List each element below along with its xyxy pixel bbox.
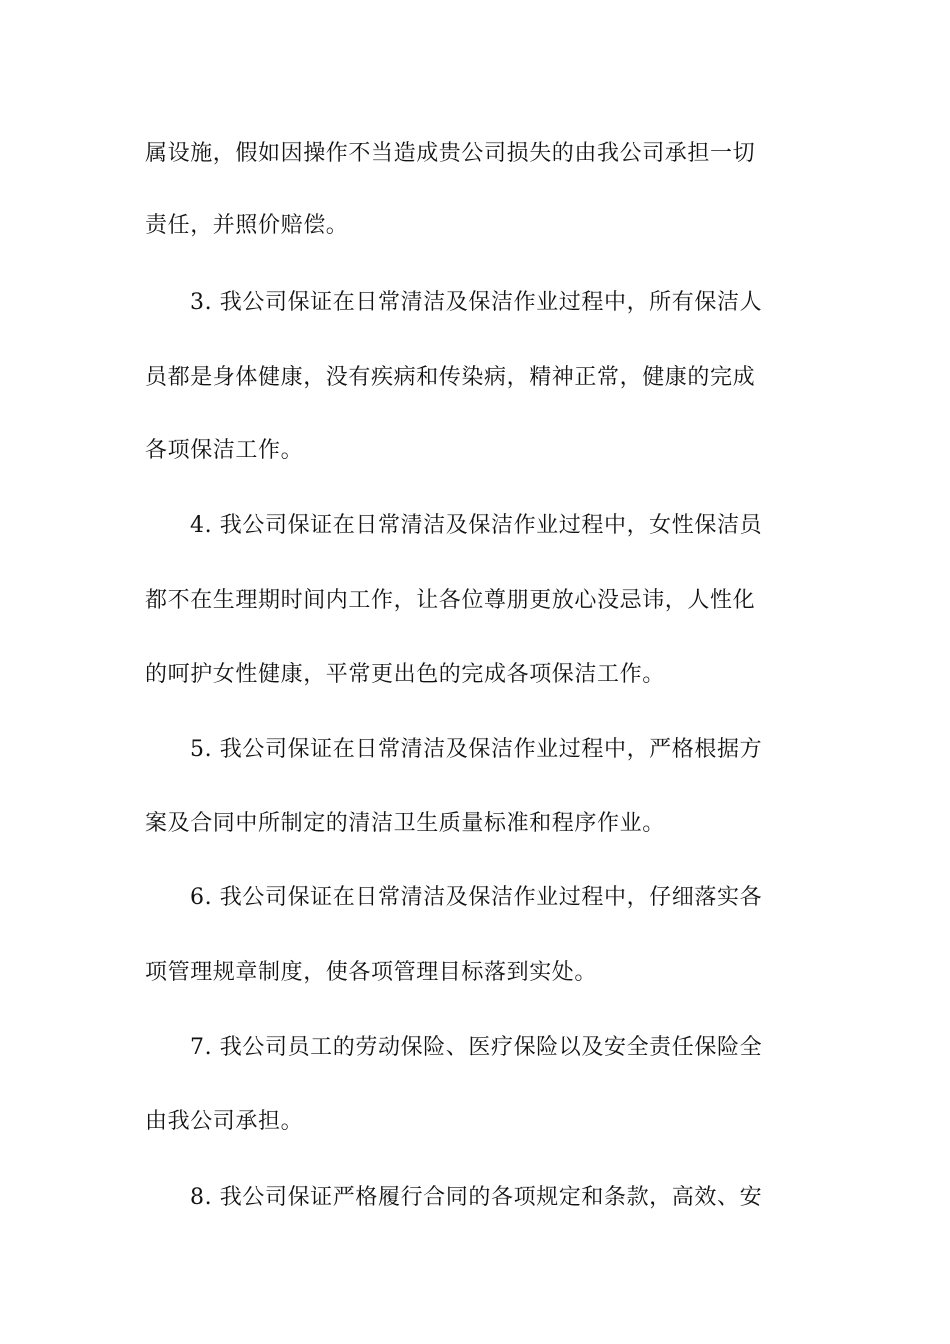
text-line: 项管理规章制度，使各项管理目标落到实处。 [145, 960, 598, 985]
text-line: 都不在生理期时间内工作，让各位尊朋更放心没忌讳，人性化 [145, 588, 756, 613]
paragraph-start-item-3: 3. 我公司保证在日常清洁及保洁作业过程中，所有保洁人 [190, 290, 763, 315]
paragraph-start-item-7: 7. 我公司员工的劳动保险、医疗保险以及安全责任保险全 [190, 1035, 763, 1060]
text-line: 由我公司承担。 [145, 1109, 304, 1134]
text-line: 案及合同中所制定的清洁卫生质量标准和程序作业。 [145, 811, 665, 836]
text-line: 各项保洁工作。 [145, 438, 304, 463]
text-line: 责任，并照价赔偿。 [145, 213, 349, 238]
paragraph-start-item-6: 6. 我公司保证在日常清洁及保洁作业过程中，仔细落实各 [190, 885, 763, 910]
text-line: 属设施，假如因操作不当造成贵公司损失的由我公司承担一切 [145, 141, 756, 166]
paragraph-start-item-8: 8. 我公司保证严格履行合同的各项规定和条款，高效、安 [190, 1185, 763, 1210]
text-line: 员都是身体健康，没有疾病和传染病，精神正常，健康的完成 [145, 365, 756, 390]
text-line: 的呵护女性健康，平常更出色的完成各项保洁工作。 [145, 662, 665, 687]
paragraph-start-item-4: 4. 我公司保证在日常清洁及保洁作业过程中，女性保洁员 [190, 513, 763, 538]
paragraph-start-item-5: 5. 我公司保证在日常清洁及保洁作业过程中，严格根据方 [190, 737, 763, 762]
